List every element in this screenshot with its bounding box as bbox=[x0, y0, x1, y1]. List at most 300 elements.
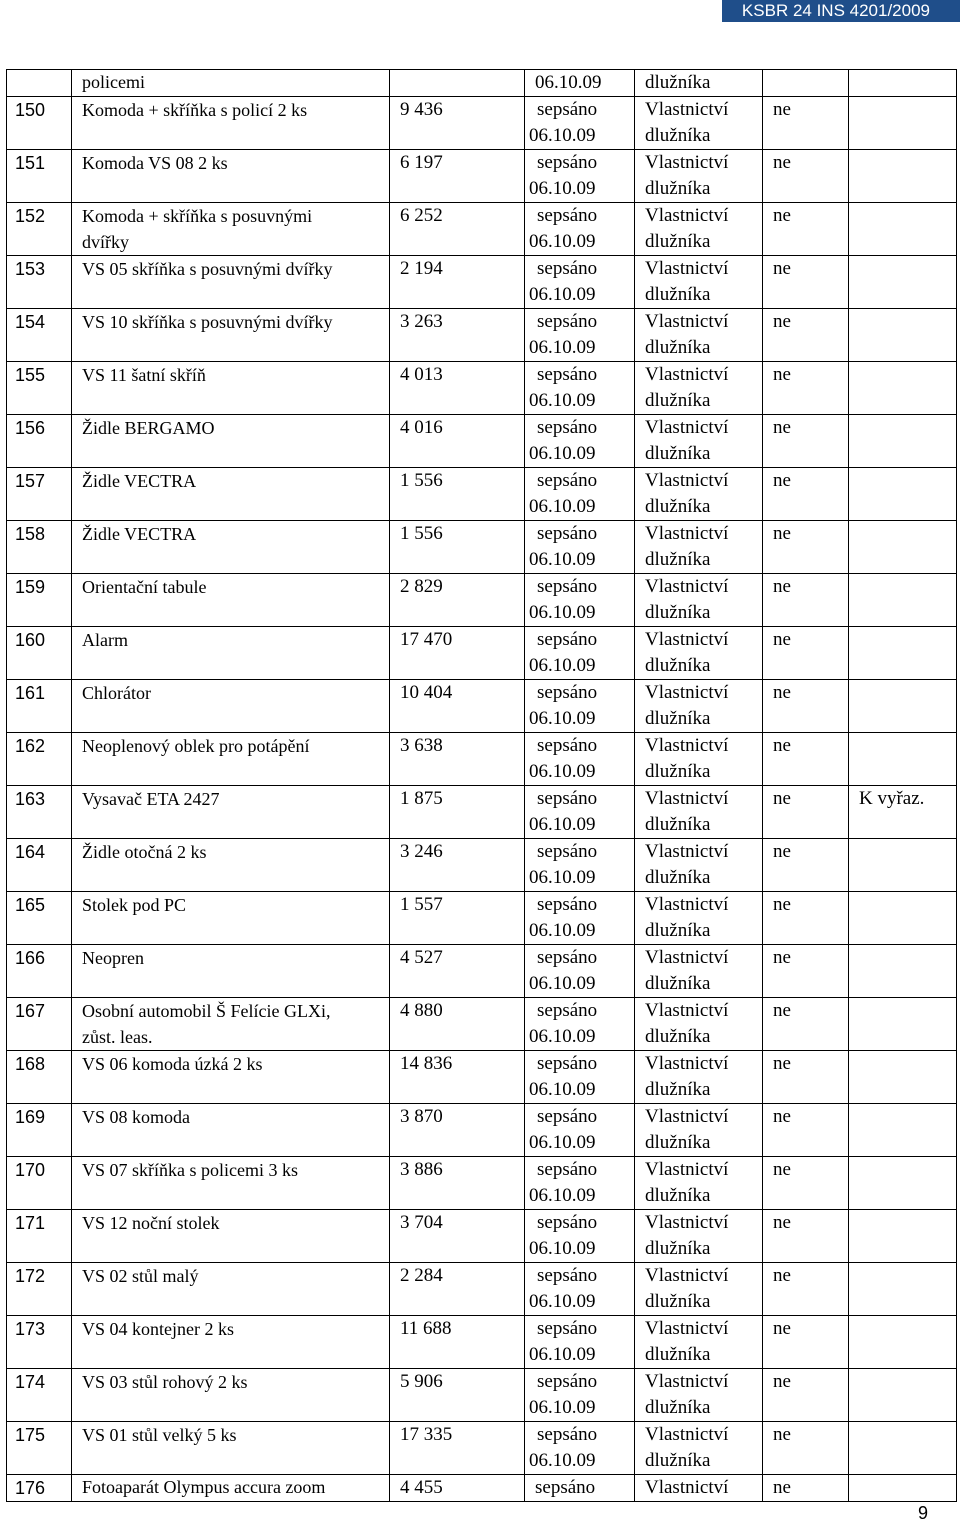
item-name-cell bbox=[72, 998, 390, 1051]
date-cell bbox=[525, 70, 635, 97]
number-cell bbox=[7, 892, 72, 945]
item-name-cell bbox=[72, 1316, 390, 1369]
ownership-line1: Vlastnictví bbox=[645, 1318, 729, 1339]
item-flag: ne bbox=[773, 1212, 791, 1233]
price-cell bbox=[390, 892, 525, 945]
ownership-cell bbox=[635, 892, 763, 945]
ownership-stack bbox=[635, 1263, 762, 1315]
item-name-cell bbox=[72, 945, 390, 998]
ownership-line1: Vlastnictví bbox=[645, 152, 729, 173]
item-name: Vysavač ETA 2427 bbox=[82, 789, 220, 809]
item-name-line2 bbox=[82, 494, 389, 520]
item-name-cell bbox=[72, 521, 390, 574]
item-price: 3 638 bbox=[400, 735, 443, 756]
item-number: 160 bbox=[15, 630, 46, 650]
note-cell bbox=[849, 892, 957, 945]
item-name-line2 bbox=[82, 1236, 389, 1262]
item-flag: ne bbox=[773, 417, 791, 438]
item-name-line2 bbox=[82, 1183, 389, 1209]
status-date-stack bbox=[525, 574, 634, 626]
inventory-date: 06.10.09 bbox=[529, 1238, 596, 1259]
note-cell bbox=[849, 786, 957, 839]
ownership-line1: Vlastnictví bbox=[645, 99, 729, 120]
status-date-cell bbox=[525, 1316, 635, 1369]
item-number: 171 bbox=[15, 1213, 46, 1233]
inventory-date: 06.10.09 bbox=[529, 1132, 596, 1153]
ownership-line2: dlužníka bbox=[645, 1026, 711, 1047]
item-name-cell bbox=[72, 468, 390, 521]
item-price: 6 197 bbox=[400, 152, 443, 173]
price-cell bbox=[390, 468, 525, 521]
inventory-date: 06.10.09 bbox=[529, 390, 596, 411]
table-row bbox=[7, 1104, 957, 1157]
inventory-date: 06.10.09 bbox=[529, 1397, 596, 1418]
item-status: sepsáno bbox=[537, 1371, 598, 1392]
table-row bbox=[7, 1157, 957, 1210]
item-flag: ne bbox=[773, 99, 791, 120]
item-price: 5 906 bbox=[400, 1371, 443, 1392]
item-name-stack bbox=[82, 839, 389, 891]
item-name: Alarm bbox=[82, 630, 128, 650]
item-flag: ne bbox=[773, 947, 791, 968]
ownership-cell bbox=[635, 945, 763, 998]
item-price: 3 263 bbox=[400, 311, 443, 332]
ownership-line2: dlužníka bbox=[645, 390, 711, 411]
inventory-date: 06.10.09 bbox=[529, 655, 596, 676]
status-date-stack bbox=[525, 256, 634, 308]
item-number: 168 bbox=[15, 1054, 46, 1074]
item-name-line2 bbox=[82, 1395, 389, 1421]
ownership-line2: dlužníka bbox=[645, 72, 711, 93]
inventory-date: 06.10.09 bbox=[529, 602, 596, 623]
price-cell bbox=[390, 521, 525, 574]
item-name: VS 03 stůl rohový 2 ks bbox=[82, 1372, 248, 1392]
table-row bbox=[7, 998, 957, 1051]
item-name: Osobní automobil Š Felície GLXi, bbox=[82, 1001, 331, 1021]
item-price: 9 436 bbox=[400, 99, 443, 120]
ownership-line2: dlužníka bbox=[645, 1079, 711, 1100]
item-flag: ne bbox=[773, 152, 791, 173]
note-cell bbox=[849, 203, 957, 256]
item-number: 170 bbox=[15, 1160, 46, 1180]
item-number: 172 bbox=[15, 1266, 46, 1286]
item-flag: ne bbox=[773, 523, 791, 544]
ownership-line1: Vlastnictví bbox=[645, 364, 729, 385]
status-date-stack bbox=[525, 1051, 634, 1103]
item-name: policemi bbox=[82, 72, 145, 92]
ownership-line2: dlužníka bbox=[645, 761, 711, 782]
note-cell bbox=[849, 1263, 957, 1316]
status-date-cell bbox=[525, 150, 635, 203]
item-name: VS 01 stůl velký 5 ks bbox=[82, 1425, 237, 1445]
item-name-stack bbox=[82, 680, 389, 732]
number-cell bbox=[7, 1263, 72, 1316]
item-number: 169 bbox=[15, 1107, 46, 1127]
item-name-cell bbox=[72, 97, 390, 150]
flag-cell bbox=[763, 892, 849, 945]
flag-cell bbox=[763, 786, 849, 839]
ownership-cell bbox=[635, 70, 763, 97]
ownership-line2: dlužníka bbox=[645, 1185, 711, 1206]
item-price: 2 829 bbox=[400, 576, 443, 597]
item-price: 3 870 bbox=[400, 1106, 443, 1127]
table-row bbox=[7, 945, 957, 998]
inventory-date: 06.10.09 bbox=[529, 920, 596, 941]
ownership-cell bbox=[635, 1210, 763, 1263]
item-flag: ne bbox=[773, 364, 791, 385]
price-cell bbox=[390, 203, 525, 256]
flag-cell bbox=[763, 839, 849, 892]
ownership-line2: dlužníka bbox=[645, 920, 711, 941]
number-cell bbox=[7, 256, 72, 309]
item-name-line2 bbox=[82, 1077, 389, 1103]
item-name-stack bbox=[82, 309, 389, 361]
note-cell bbox=[849, 574, 957, 627]
item-flag: ne bbox=[773, 894, 791, 915]
ownership-cell bbox=[635, 1051, 763, 1104]
ownership-line1: Vlastnictví bbox=[645, 735, 729, 756]
ownership-stack bbox=[635, 998, 762, 1050]
ownership-stack bbox=[635, 892, 762, 944]
status-date-stack bbox=[525, 1316, 634, 1368]
table-row bbox=[7, 1316, 957, 1369]
price-cell bbox=[390, 362, 525, 415]
status-date-stack bbox=[525, 680, 634, 732]
item-number: 158 bbox=[15, 524, 46, 544]
ownership-line1: Vlastnictví bbox=[645, 947, 729, 968]
status-date-stack bbox=[525, 839, 634, 891]
item-flag: ne bbox=[773, 258, 791, 279]
item-flag: ne bbox=[773, 1424, 791, 1445]
ownership-line2: dlužníka bbox=[645, 496, 711, 517]
flag-cell bbox=[763, 1210, 849, 1263]
status-date-stack bbox=[525, 97, 634, 149]
note-cell bbox=[849, 839, 957, 892]
item-price: 1 556 bbox=[400, 470, 443, 491]
table-row bbox=[7, 1422, 957, 1475]
item-name-line2 bbox=[82, 123, 389, 149]
item-name-stack bbox=[82, 150, 389, 202]
number-cell bbox=[7, 1210, 72, 1263]
ownership-stack bbox=[635, 1422, 762, 1474]
item-flag: ne bbox=[773, 1053, 791, 1074]
ownership-line2: dlužníka bbox=[645, 178, 711, 199]
price-cell bbox=[390, 786, 525, 839]
table-row bbox=[7, 468, 957, 521]
status-date-stack bbox=[525, 1263, 634, 1315]
item-status: sepsáno bbox=[537, 470, 598, 491]
note-cell bbox=[849, 945, 957, 998]
number-cell bbox=[7, 733, 72, 786]
item-name-line2 bbox=[82, 441, 389, 467]
item-price: 1 875 bbox=[400, 788, 443, 809]
number-cell bbox=[7, 521, 72, 574]
note-cell bbox=[849, 362, 957, 415]
ownership-stack bbox=[635, 680, 762, 732]
status-date-cell bbox=[525, 1051, 635, 1104]
status-date-stack bbox=[525, 1104, 634, 1156]
price-cell bbox=[390, 680, 525, 733]
item-price: 3 246 bbox=[400, 841, 443, 862]
ownership-line1: Vlastnictví bbox=[645, 1106, 729, 1127]
price-cell bbox=[390, 1369, 525, 1422]
status-date-stack bbox=[525, 1210, 634, 1262]
item-number: 167 bbox=[15, 1001, 46, 1021]
ownership-line2: dlužníka bbox=[645, 1238, 711, 1259]
ownership-stack bbox=[635, 1369, 762, 1421]
item-name-cell bbox=[72, 1051, 390, 1104]
inventory-date: 06.10.09 bbox=[529, 337, 596, 358]
item-name-line2: zůst. leas. bbox=[82, 1027, 153, 1047]
ownership-cell bbox=[635, 309, 763, 362]
item-flag: ne bbox=[773, 735, 791, 756]
item-name-line2 bbox=[82, 812, 389, 838]
ownership-stack bbox=[635, 1157, 762, 1209]
item-flag: ne bbox=[773, 1371, 791, 1392]
item-name-line2 bbox=[82, 547, 389, 573]
ownership-stack bbox=[635, 733, 762, 785]
note-cell bbox=[849, 150, 957, 203]
item-name-stack bbox=[82, 1210, 389, 1262]
ownership-stack bbox=[635, 574, 762, 626]
ownership-cell bbox=[635, 839, 763, 892]
ownership-cell bbox=[635, 150, 763, 203]
item-name: VS 05 skříňka s posuvnými dvířky bbox=[82, 259, 333, 279]
item-name-stack bbox=[82, 945, 389, 997]
note-cell bbox=[849, 1369, 957, 1422]
item-price: 14 836 bbox=[400, 1053, 453, 1074]
item-name-stack bbox=[82, 415, 389, 467]
ownership-line1: Vlastnictví bbox=[645, 1000, 729, 1021]
inventory-date: 06.10.09 bbox=[529, 761, 596, 782]
ownership-cell bbox=[635, 256, 763, 309]
note-cell bbox=[849, 468, 957, 521]
note-cell bbox=[849, 97, 957, 150]
item-number: 173 bbox=[15, 1319, 46, 1339]
inventory-date: 06.10.09 bbox=[535, 72, 602, 93]
status-date-cell bbox=[525, 1157, 635, 1210]
item-status: sepsáno bbox=[537, 258, 598, 279]
price-cell bbox=[390, 1263, 525, 1316]
inventory-date: 06.10.09 bbox=[529, 1026, 596, 1047]
price-cell bbox=[390, 309, 525, 362]
flag-cell bbox=[763, 97, 849, 150]
status-date-cell bbox=[525, 468, 635, 521]
item-name-cell bbox=[72, 627, 390, 680]
item-number: 165 bbox=[15, 895, 46, 915]
ownership-line2: dlužníka bbox=[645, 1344, 711, 1365]
item-status: sepsáno bbox=[537, 364, 598, 385]
ownership-cell bbox=[635, 786, 763, 839]
number-cell bbox=[7, 97, 72, 150]
number-cell bbox=[7, 1316, 72, 1369]
flag-cell bbox=[763, 362, 849, 415]
status-date-cell bbox=[525, 203, 635, 256]
table-row bbox=[7, 1210, 957, 1263]
flag-cell bbox=[763, 1475, 849, 1502]
ownership-line1: Vlastnictví bbox=[645, 205, 729, 226]
item-number: 161 bbox=[15, 683, 46, 703]
flag-cell bbox=[763, 627, 849, 680]
item-name-cell bbox=[72, 70, 390, 97]
ownership-line1: Vlastnictví bbox=[645, 1265, 729, 1286]
ownership-line2: dlužníka bbox=[645, 602, 711, 623]
flag-cell bbox=[763, 415, 849, 468]
status-date-cell bbox=[525, 256, 635, 309]
price-cell bbox=[390, 945, 525, 998]
item-status: sepsáno bbox=[537, 417, 598, 438]
item-flag: ne bbox=[773, 1000, 791, 1021]
item-number: 164 bbox=[15, 842, 46, 862]
item-name-cell bbox=[72, 574, 390, 627]
item-name: Židle BERGAMO bbox=[82, 418, 215, 438]
item-status: sepsáno bbox=[537, 205, 598, 226]
status-date-stack bbox=[525, 521, 634, 573]
item-name-cell bbox=[72, 256, 390, 309]
item-flag: ne bbox=[773, 205, 791, 226]
item-name-stack bbox=[82, 574, 389, 626]
ownership-cell bbox=[635, 1263, 763, 1316]
inventory-date: 06.10.09 bbox=[529, 284, 596, 305]
item-name-cell bbox=[72, 362, 390, 415]
status-date-cell bbox=[525, 415, 635, 468]
item-price: 1 556 bbox=[400, 523, 443, 544]
item-number: 157 bbox=[15, 471, 46, 491]
item-name-stack bbox=[82, 97, 389, 149]
asset-inventory-table bbox=[6, 69, 957, 1502]
item-status: sepsáno bbox=[537, 894, 598, 915]
item-name-stack bbox=[82, 786, 389, 838]
item-price: 11 688 bbox=[400, 1318, 452, 1339]
item-price: 6 252 bbox=[400, 205, 443, 226]
item-name: VS 11 šatní skříň bbox=[82, 365, 206, 385]
flag-cell bbox=[763, 468, 849, 521]
item-name-cell bbox=[72, 1104, 390, 1157]
ownership-stack bbox=[635, 627, 762, 679]
number-cell bbox=[7, 415, 72, 468]
table-row bbox=[7, 574, 957, 627]
ownership-cell bbox=[635, 1369, 763, 1422]
status-date-stack bbox=[525, 945, 634, 997]
flag-cell bbox=[763, 521, 849, 574]
price-cell bbox=[390, 574, 525, 627]
price-cell bbox=[390, 1157, 525, 1210]
price-cell bbox=[390, 839, 525, 892]
ownership-line2: dlužníka bbox=[645, 1397, 711, 1418]
item-price: 10 404 bbox=[400, 682, 453, 703]
status-date-cell bbox=[525, 1104, 635, 1157]
item-status: sepsáno bbox=[537, 1159, 598, 1180]
note-cell bbox=[849, 70, 957, 97]
item-price: 17 470 bbox=[400, 629, 453, 650]
ownership-line2: dlužníka bbox=[645, 1450, 711, 1471]
status-date-stack bbox=[525, 415, 634, 467]
item-price: 1 557 bbox=[400, 894, 443, 915]
item-name-cell bbox=[72, 1157, 390, 1210]
ownership-line1: Vlastnictví bbox=[645, 258, 729, 279]
flag-cell bbox=[763, 256, 849, 309]
number-cell bbox=[7, 998, 72, 1051]
item-name: Komoda + skříňka s policí 2 ks bbox=[82, 100, 308, 120]
item-number: 156 bbox=[15, 418, 46, 438]
ownership-line1: Vlastnictví bbox=[645, 682, 729, 703]
ownership-cell bbox=[635, 733, 763, 786]
item-name: Chlorátor bbox=[82, 683, 151, 703]
note-cell bbox=[849, 1475, 957, 1502]
inventory-date: 06.10.09 bbox=[529, 1079, 596, 1100]
inventory-date: 06.10.09 bbox=[529, 1185, 596, 1206]
item-name-line2 bbox=[82, 600, 389, 626]
ownership-cell bbox=[635, 415, 763, 468]
item-status: sepsáno bbox=[537, 682, 598, 703]
ownership-line1: Vlastnictví bbox=[645, 894, 729, 915]
status-date-stack bbox=[525, 733, 634, 785]
item-status: sepsáno bbox=[537, 629, 598, 650]
item-name-stack bbox=[82, 468, 389, 520]
status-date-cell bbox=[525, 839, 635, 892]
inventory-date: 06.10.09 bbox=[529, 814, 596, 835]
ownership-line1: Vlastnictví bbox=[645, 1053, 729, 1074]
item-name: Orientační tabule bbox=[82, 577, 207, 597]
item-price: 4 455 bbox=[400, 1477, 443, 1498]
item-name-stack bbox=[82, 1422, 389, 1474]
flag-cell bbox=[763, 998, 849, 1051]
item-status: sepsáno bbox=[537, 523, 598, 544]
item-number: 166 bbox=[15, 948, 46, 968]
item-name: VS 07 skříňka s policemi 3 ks bbox=[82, 1160, 298, 1180]
item-note: K vyřaz. bbox=[859, 788, 925, 809]
item-name-line2 bbox=[82, 653, 389, 679]
item-name-stack bbox=[82, 1104, 389, 1156]
table-row bbox=[7, 733, 957, 786]
item-number: 162 bbox=[15, 736, 46, 756]
item-status: sepsáno bbox=[537, 1212, 598, 1233]
item-name-cell bbox=[72, 203, 390, 256]
inventory-date: 06.10.09 bbox=[529, 443, 596, 464]
ownership-line2: dlužníka bbox=[645, 443, 711, 464]
status-date-cell bbox=[525, 892, 635, 945]
item-name: VS 06 komoda úzká 2 ks bbox=[82, 1054, 263, 1074]
price-cell bbox=[390, 1051, 525, 1104]
item-name-line2 bbox=[82, 335, 389, 361]
item-flag: ne bbox=[773, 1106, 791, 1127]
item-number: 152 bbox=[15, 206, 46, 226]
item-name-line2 bbox=[82, 282, 389, 308]
item-name-cell bbox=[72, 1263, 390, 1316]
ownership-line2: dlužníka bbox=[645, 655, 711, 676]
table-row bbox=[7, 627, 957, 680]
table-row bbox=[7, 1369, 957, 1422]
item-name-cell bbox=[72, 839, 390, 892]
item-flag: ne bbox=[773, 841, 791, 862]
note-cell bbox=[849, 256, 957, 309]
item-status: sepsáno bbox=[537, 947, 598, 968]
status-date-cell bbox=[525, 1210, 635, 1263]
table-row bbox=[7, 362, 957, 415]
number-cell bbox=[7, 574, 72, 627]
item-name-line2 bbox=[82, 865, 389, 891]
ownership-cell bbox=[635, 574, 763, 627]
item-name-line2 bbox=[82, 1130, 389, 1156]
item-flag: ne bbox=[773, 1159, 791, 1180]
flag-cell bbox=[763, 203, 849, 256]
status-date-cell bbox=[525, 521, 635, 574]
ownership-line1: Vlastnictví bbox=[645, 311, 729, 332]
item-name-stack bbox=[82, 892, 389, 944]
item-name-stack bbox=[82, 733, 389, 785]
item-name: Židle VECTRA bbox=[82, 471, 197, 491]
ownership-stack bbox=[635, 1210, 762, 1262]
